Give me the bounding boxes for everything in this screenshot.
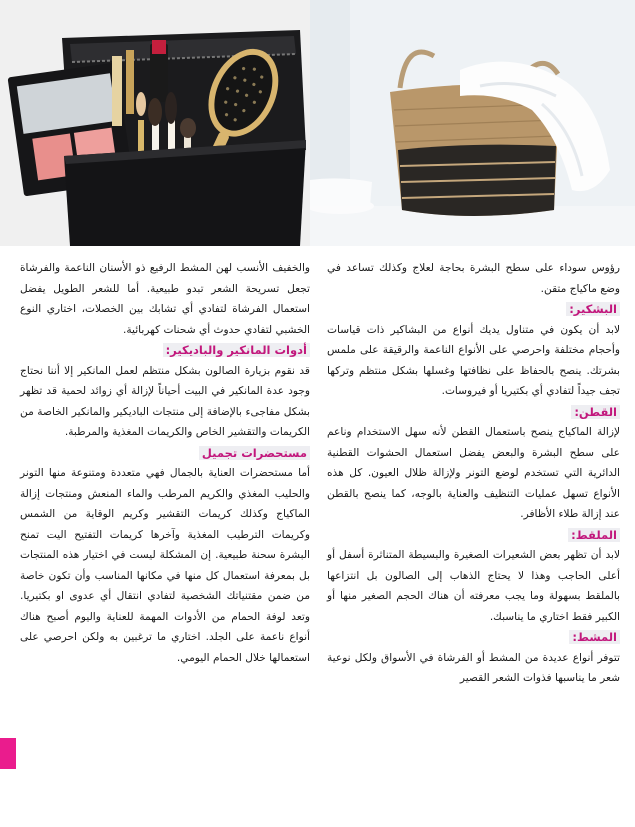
heading-comb bbox=[327, 627, 620, 648]
tweezers-paragraph: لابد أن تظهر بعض الشعيرات الصغيرة والبسيطة المتناثرة أسفل أو أعلى الحاجب وهذا لا يحتاج الذهاب إلى الصالون بل انتزاعها بالملقط بسهولة وما يجب معرفته أن هناك الحجم الصغير منها أو الكبير فقط اختاري ما يناسبك. bbox=[327, 549, 620, 623]
makeup-pouch-photo bbox=[0, 0, 310, 246]
manicure-paragraph: قد نقوم بزيارة الصالون بشكل منتظم لعمل المانكير إلا أننا نحتاج وجود عدة المانكير في البيت أحياناً لإزالة أي زوائد لحمية قد تظهر بشكل مفاجىء بالإضافة إلى منتجات الباديكير والمانكير الخاصة من الكريمات والتقشير الخاص والكريمات المغذية والمرطبة. bbox=[20, 364, 310, 438]
heading-cotton-text: القطن: bbox=[571, 405, 620, 419]
page-accent-mark bbox=[0, 738, 16, 769]
intro-paragraph: رؤوس سوداء على سطح البشرة بحاجة لعلاج وكذلك تساعد في وضع ماكياج متقن. bbox=[327, 262, 620, 295]
cotton-paragraph: لإزالة الماكياج ينصح باستعمال القطن لأنه سهل الاستخدام وناعم على سطح البشرة والبعض يفضل استعمال الحشوات القطنية الدائرية التي تستخدم لوضع التونر ولإزالة ظلال العيون. كل هذه الأنواع تسهل عمليات التنظيف والعناية بالوجه، كما ينصح بالقطن عند إزالة طلاء الأظافر. bbox=[327, 426, 620, 520]
comb-paragraph: تتوفر أنواع عديدة من المشط أو الفرشاة في الأسواق ولكل نوعية شعر ما يناسبها فذوات الشعر القصير bbox=[327, 651, 620, 684]
cosmetics-paragraph: أما مستحضرات العناية بالجمال فهي متعددة ومتنوعة منها التونر والحليب المغذي والكريم المرطب والماء المنعش ومنتجات إزالة الماكياج وكذلك كريمات التقشير وكريم الوقاية من الشمس وكريمات الترطيب المغذية وآخرها كريمات التفتيح اليت تمنح البشرة سحنة طبيعية. إن المشكلة ليست في اختيار هذه المنتجات بل بمعرفة استعمال كل منها في مكانها المناسب وأن تكون خاصة من ضمن مقتنياتك الشخصية لتفادي انتقال أي عدوى او بكتيريا. وتعد لوفة الحمام من الأدوات المهمة للعناية واليوم أصبح هناك أنواع ناعمة على الجلد. اختاري ما ترغبين به ولكن احرصي على استعمالها خلال الحمام اليومي. bbox=[20, 467, 310, 664]
heading-bathrobes-text: البشكير: bbox=[566, 302, 620, 316]
heading-cotton bbox=[327, 402, 620, 423]
comb-continued-paragraph: والخفيف الأنسب لهن المشط الرفيع ذو الأسنان الناعمة والفرشاة تجعل تسريحة الشعر تبدو طبيعية. أما للشعر الطويل يفضل استعمال الفرشاة لتفادي أي تشابك بين الخصلات، اختاري النوع الخشبي لتفادي حدوث أي شحنات كهربائية. bbox=[20, 262, 310, 336]
heading-manicure bbox=[20, 340, 310, 361]
bathrobes-paragraph: لابد أن يكون في متناول يديك أنواع من البشاكير ذات قياسات وأحجام مختلفة واحرصي على الأنواع الناعمة والرقيقة على ملمس بشرتك. ينصح بالحفاظ على نظافتها وغسلها بشكل منتظم وتركها تجف جيداً لتفادي أي بكتيريا أو فيروسات. bbox=[327, 323, 620, 397]
heading-cosmetics bbox=[20, 443, 310, 464]
heading-comb-text: المشط: bbox=[569, 630, 620, 644]
heading-bathrobes bbox=[327, 299, 620, 320]
article-column-right bbox=[327, 258, 620, 689]
towel-basket-photo bbox=[310, 0, 635, 246]
heading-tweezers bbox=[327, 525, 620, 546]
article-column-left bbox=[20, 258, 310, 668]
heading-manicure-text: أدوات المانكير والباديكير: bbox=[163, 343, 310, 357]
heading-tweezers-text: الملقط: bbox=[568, 528, 620, 542]
heading-cosmetics-text: مستحضرات تجميل bbox=[199, 446, 310, 460]
